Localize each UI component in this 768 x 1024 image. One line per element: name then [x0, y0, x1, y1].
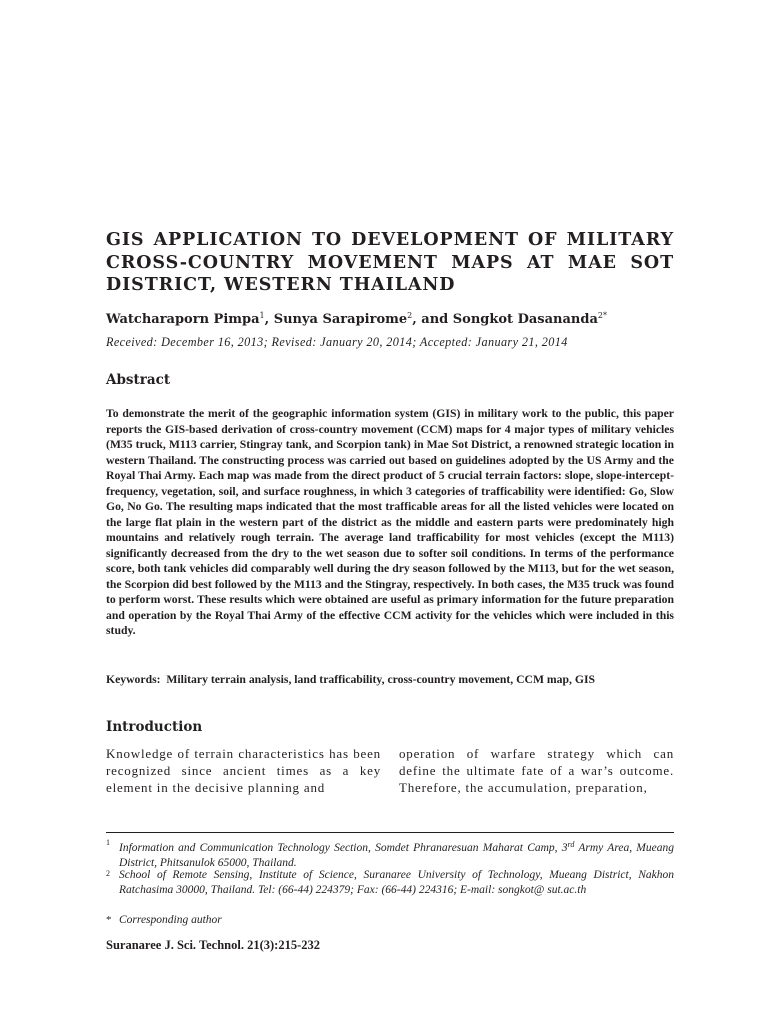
footnote-2	[106, 868, 674, 898]
footnote-mark: 2	[106, 869, 110, 878]
footnote-text-part: Information and Communication Technology Section, Somdet Phranaresuan Maharat Camp, 3	[119, 842, 568, 854]
author-name: Songkot Dasananda	[452, 312, 598, 327]
intro-column-left: Knowledge of terrain characteristics has been recognized since ancient times as a key element in the decisive planning and	[106, 746, 381, 795]
footnote-text	[119, 837, 674, 871]
footnote-text: School of Remote Sensing, Institute of Science, Suranaree University of Technology, Mueang District, Nakhon Ratchasima 30000, Thailand. Tel: (66-44) 224379; Fax: (66-44) 224316; E-mail: songkot@ sut.ac.th	[119, 869, 674, 896]
footnote-mark: *	[106, 914, 112, 926]
author-name: Watcharaporn Pimpa	[106, 312, 260, 327]
journal-citation: Suranaree J. Sci. Technol. 21(3):215-232	[106, 938, 321, 952]
affiliation-mark: 2	[407, 311, 413, 320]
footnote-mark: 1	[106, 838, 110, 847]
keywords-label: Keywords:	[106, 673, 161, 686]
author-separator: , and	[412, 312, 453, 327]
affiliation-mark: 1	[259, 311, 265, 320]
footnote-3	[106, 913, 674, 928]
keywords-line	[106, 673, 674, 686]
footnote-divider	[106, 832, 674, 833]
author-separator: ,	[264, 312, 274, 327]
ordinal-suffix: rd	[567, 840, 575, 849]
author-name: Sunya Sarapirome	[273, 312, 408, 327]
footnote-text-part: Army Area, Mueang District, Phitsanulok 65000, Thailand.	[119, 842, 674, 869]
abstract-text: To demonstrate the merit of the geographic information system (GIS) in military work to the public, this paper reports the GIS-based derivation of cross-country movement (CCM) maps for 4 major types of military vehicles (M35 truck, M113 carrier, Stingray tank, and Scorpion tank) in Mae Sot District, a renowned strategic location in western Thailand. The constructing process was carried out based on guidelines adopted by the US Army and the Royal Thai Army. Each map was made from the direct product of 5 crucial terrain factors: slope, slope-intercept-frequency, vegetation, soil, and surface roughness, in which 3 categories of trafficability were identified: Go, Slow Go, No Go. The resulting maps indicated that the most trafficable areas for all the listed vehicles were located on the large flat plain in the western part of the district as the middle and eastern parts were predominately high mountains and relatively rough terrain. The average land trafficability for most vehicles (except the M113) significantly decreased from the dry to the wet season due to softer soil conditions. In terms of the performance score, both tank vehicles did comparably well during the dry season followed by the M113, but for the wet season, the Scorpion did best followed by the M113 and the Stingray, respectively. In both cases, the M35 truck was found to perform worst. These results which were obtained are useful as primary information for the future preparation and operation by the Royal Thai Army of the effective CCM activity for the vehicles which were included in this study.	[106, 407, 674, 637]
submission-dates: Received: December 16, 2013; Revised: January 20, 2014; Accepted: January 21, 2014	[106, 335, 568, 349]
footnote-1	[106, 837, 674, 871]
author-list	[106, 311, 674, 327]
introduction-heading: Introduction	[106, 719, 203, 735]
abstract-heading: Abstract	[106, 372, 171, 388]
footnote-text: Corresponding author	[119, 914, 222, 926]
keywords-list: Military terrain analysis, land trafficability, cross-country movement, CCM map, GIS	[166, 673, 595, 686]
affiliation-mark: 2*	[597, 311, 607, 320]
paper-title: GIS APPLICATION TO DEVELOPMENT OF MILITARY CROSS-COUNTRY MOVEMENT MAPS AT MAE SOT DISTRICT, WESTERN THAILAND	[106, 230, 674, 295]
intro-column-right: operation of warfare strategy which can define the ultimate fate of a war’s outcome. Therefore, the accumulation, preparation,	[399, 746, 674, 795]
